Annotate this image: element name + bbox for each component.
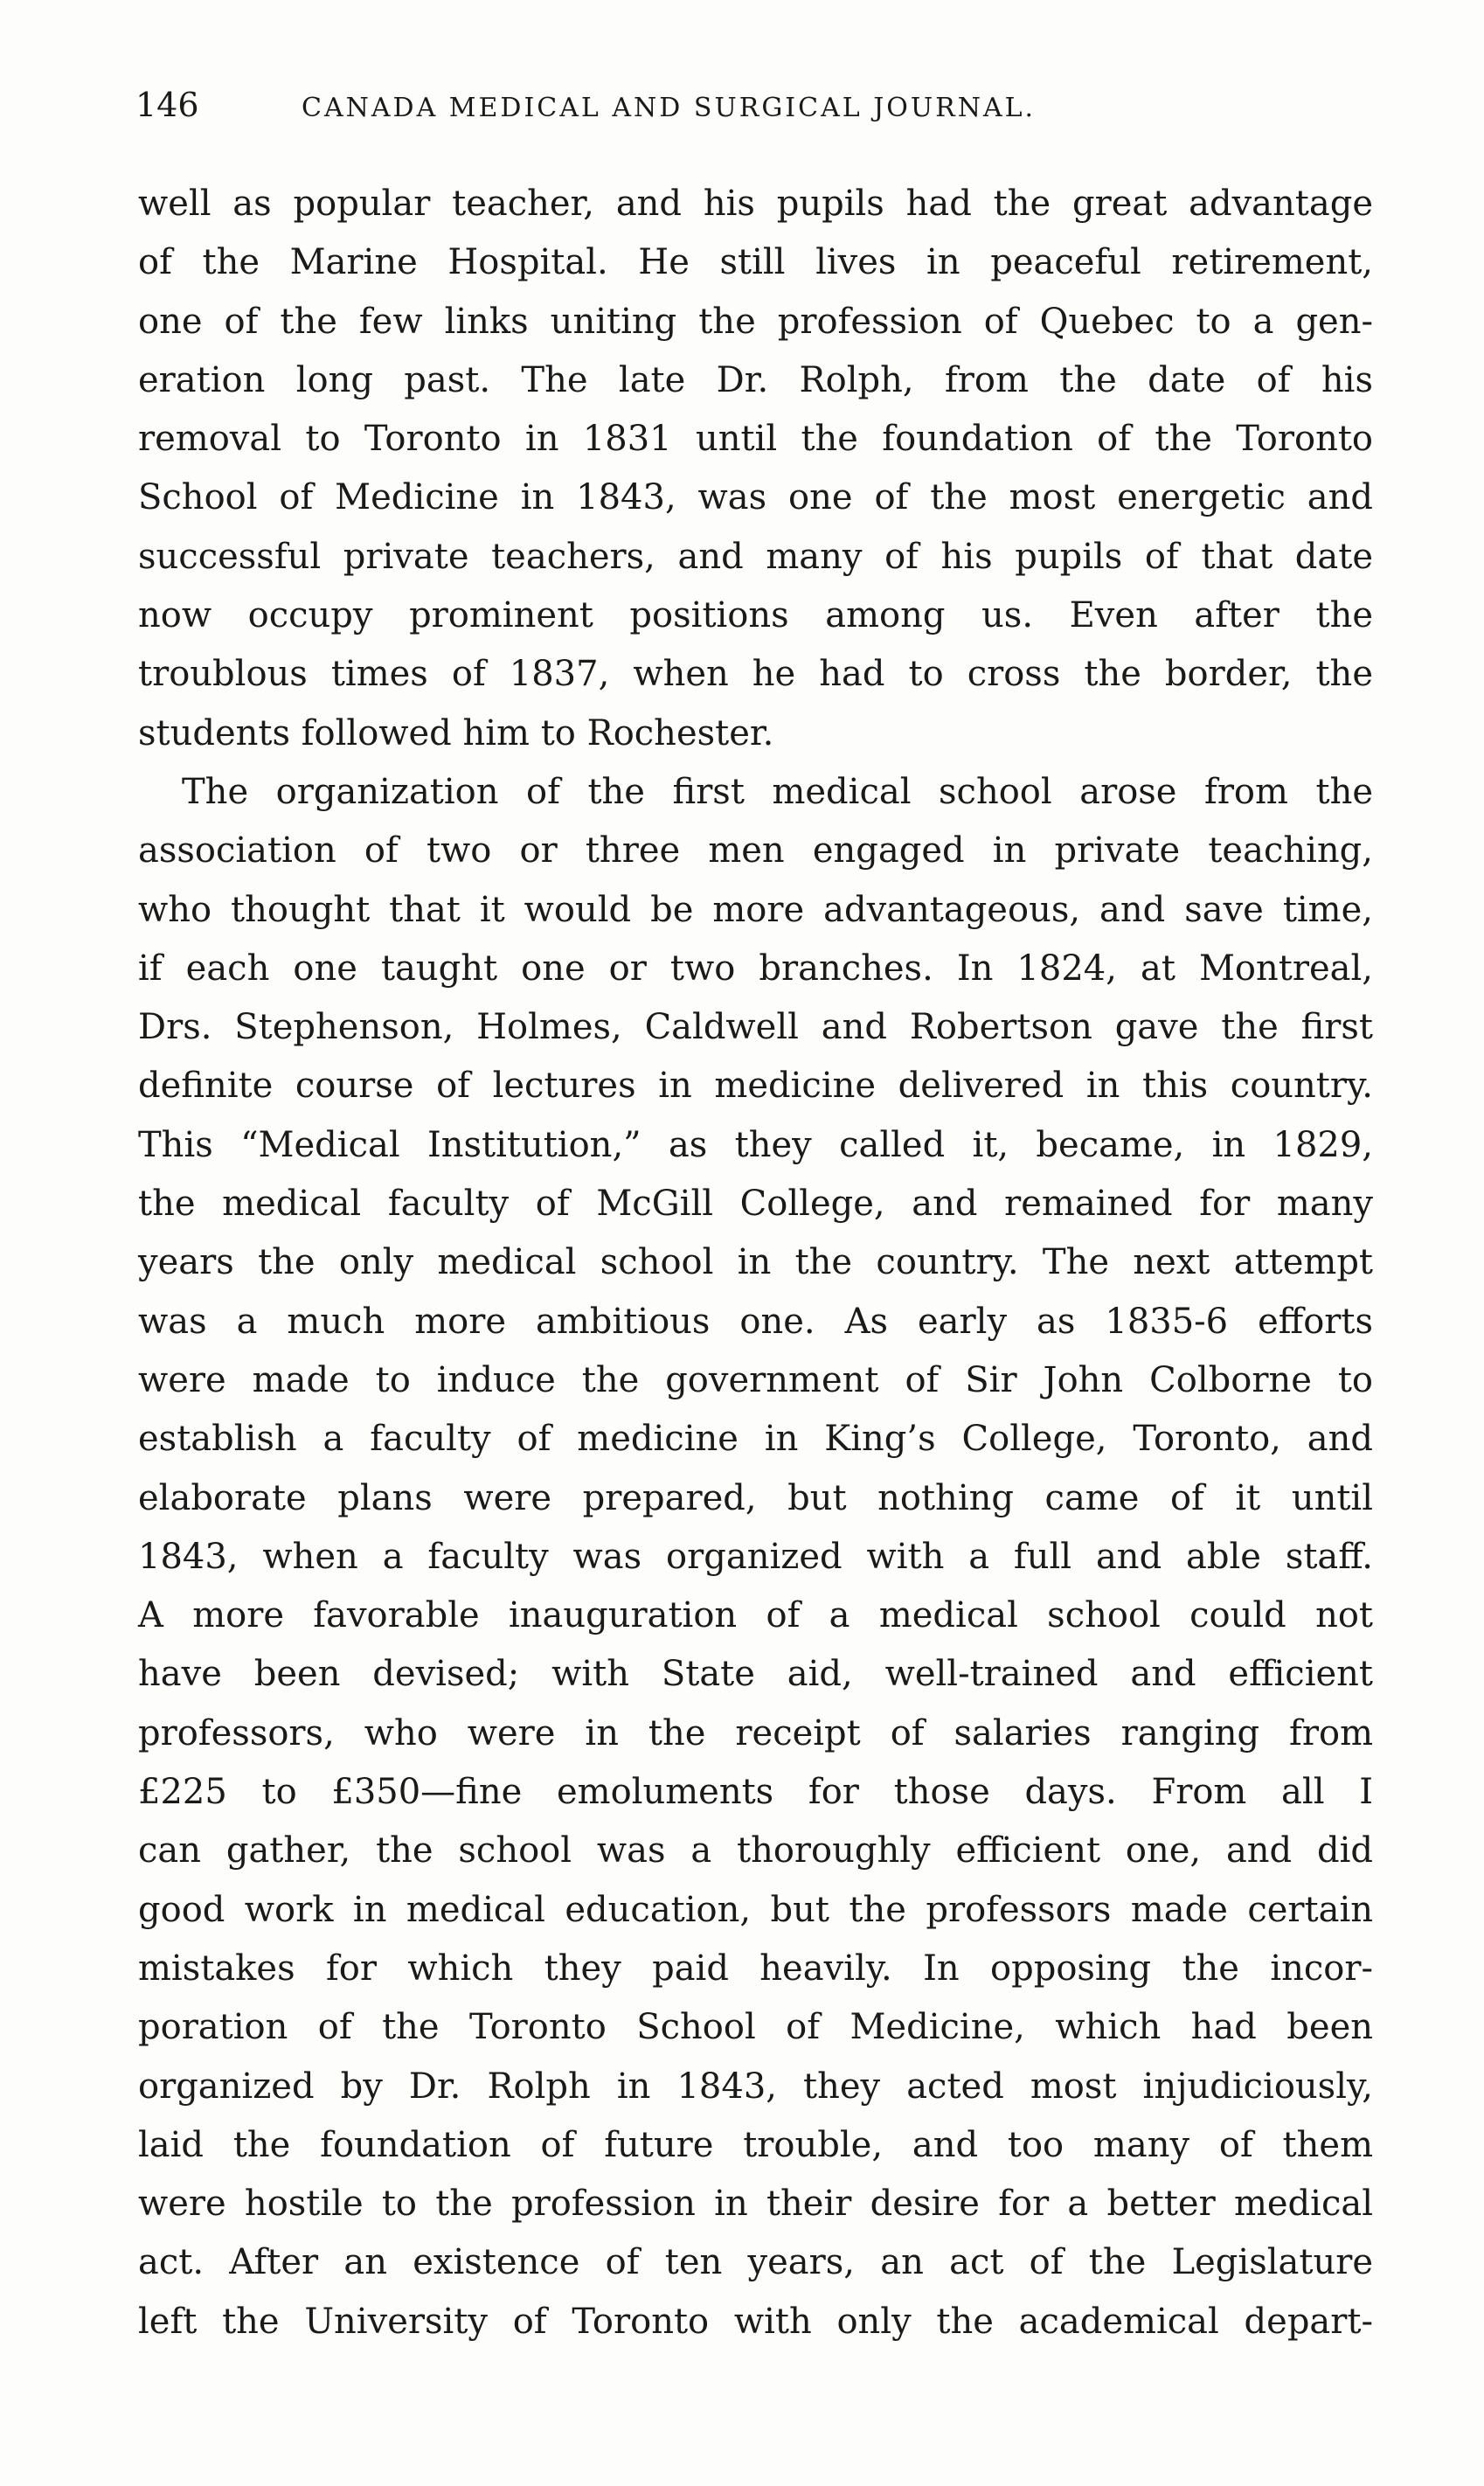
text-line: were hostile to the profession in their desire for a better medical bbox=[138, 2184, 1373, 2225]
text-line: the medical faculty of McGill College, and remained for many bbox=[138, 1184, 1373, 1225]
paragraph-1 bbox=[138, 175, 1373, 763]
text-line: A more favorable inauguration of a medical school could not bbox=[138, 1595, 1373, 1636]
text-line: association of two or three men engaged in private teaching, bbox=[138, 830, 1373, 871]
text-line: School of Medicine in 1843, was one of the most energetic and bbox=[138, 477, 1373, 518]
text-line: elaborate plans were prepared, but nothing came of it until bbox=[138, 1477, 1373, 1518]
running-head bbox=[135, 86, 1359, 138]
text-line: troublous times of 1837, when he had to cross the border, the bbox=[138, 654, 1373, 695]
text-line: now occupy prominent positions among us. Even after the bbox=[138, 595, 1373, 636]
text-line: good work in medical education, but the professors made certain bbox=[138, 1889, 1373, 1930]
text-line: £225 to £350—fine emoluments for those days. From all I bbox=[138, 1772, 1373, 1813]
text-line: were made to induce the government of Sir John Colborne to bbox=[138, 1359, 1373, 1400]
text-line: establish a faculty of medicine in King’s College, Toronto, and bbox=[138, 1419, 1373, 1460]
text-line: laid the foundation of future trouble, and too many of them bbox=[138, 2124, 1373, 2165]
text-line: successful private teachers, and many of his pupils of that date bbox=[138, 536, 1373, 577]
text-line: This “Medical Institution,” as they called it, became, in 1829, bbox=[138, 1124, 1373, 1165]
text-line: definite course of lectures in medicine delivered in this country. bbox=[138, 1066, 1373, 1107]
journal-title: CANADA MEDICAL AND SURGICAL JOURNAL. bbox=[302, 93, 1037, 123]
text-line: was a much more ambitious one. As early as 1835-6 efforts bbox=[138, 1301, 1373, 1342]
text-line: if each one taught one or two branches. In 1824, at Montreal, bbox=[138, 948, 1373, 989]
text-line: have been devised; with State aid, well-trained and efficient bbox=[138, 1654, 1373, 1695]
text-line: students followed him to Rochester. bbox=[138, 712, 774, 753]
text-line: Drs. Stephenson, Holmes, Caldwell and Robertson gave the first bbox=[138, 1007, 1373, 1048]
text-line: one of the few links uniting the profession of Quebec to a gen- bbox=[138, 301, 1373, 342]
body-text bbox=[138, 175, 1373, 2351]
text-line: left the University of Toronto with only the academical depart- bbox=[138, 2301, 1373, 2342]
text-line: can gather, the school was a thoroughly efficient one, and did bbox=[138, 1830, 1373, 1871]
text-line: poration of the Toronto School of Medicine, which had been bbox=[138, 2007, 1373, 2048]
text-line: eration long past. The late Dr. Rolph, from the date of his bbox=[138, 359, 1373, 400]
text-line: The organization of the first medical school arose from the bbox=[182, 771, 1373, 812]
page-number: 146 bbox=[135, 86, 199, 124]
text-line: 1843, when a faculty was organized with a full and able staff. bbox=[138, 1536, 1373, 1577]
text-line: organized by Dr. Rolph in 1843, they acted most injudiciously, bbox=[138, 2066, 1373, 2107]
text-line: who thought that it would be more advantageous, and save time, bbox=[138, 889, 1373, 930]
text-line: of the Marine Hospital. He still lives in peaceful retirement, bbox=[138, 242, 1373, 283]
paragraph-2 bbox=[138, 763, 1373, 2351]
text-line: professors, who were in the receipt of salaries ranging from bbox=[138, 1712, 1373, 1753]
text-line: years the only medical school in the country. The next attempt bbox=[138, 1242, 1373, 1283]
text-line: removal to Toronto in 1831 until the foundation of the Toronto bbox=[138, 419, 1373, 460]
text-line: well as popular teacher, and his pupils had the great advantage bbox=[138, 184, 1373, 224]
text-line: act. After an existence of ten years, an act of the Legislature bbox=[138, 2242, 1373, 2283]
text-line: mistakes for which they paid heavily. In opposing the incor- bbox=[138, 1948, 1373, 1989]
